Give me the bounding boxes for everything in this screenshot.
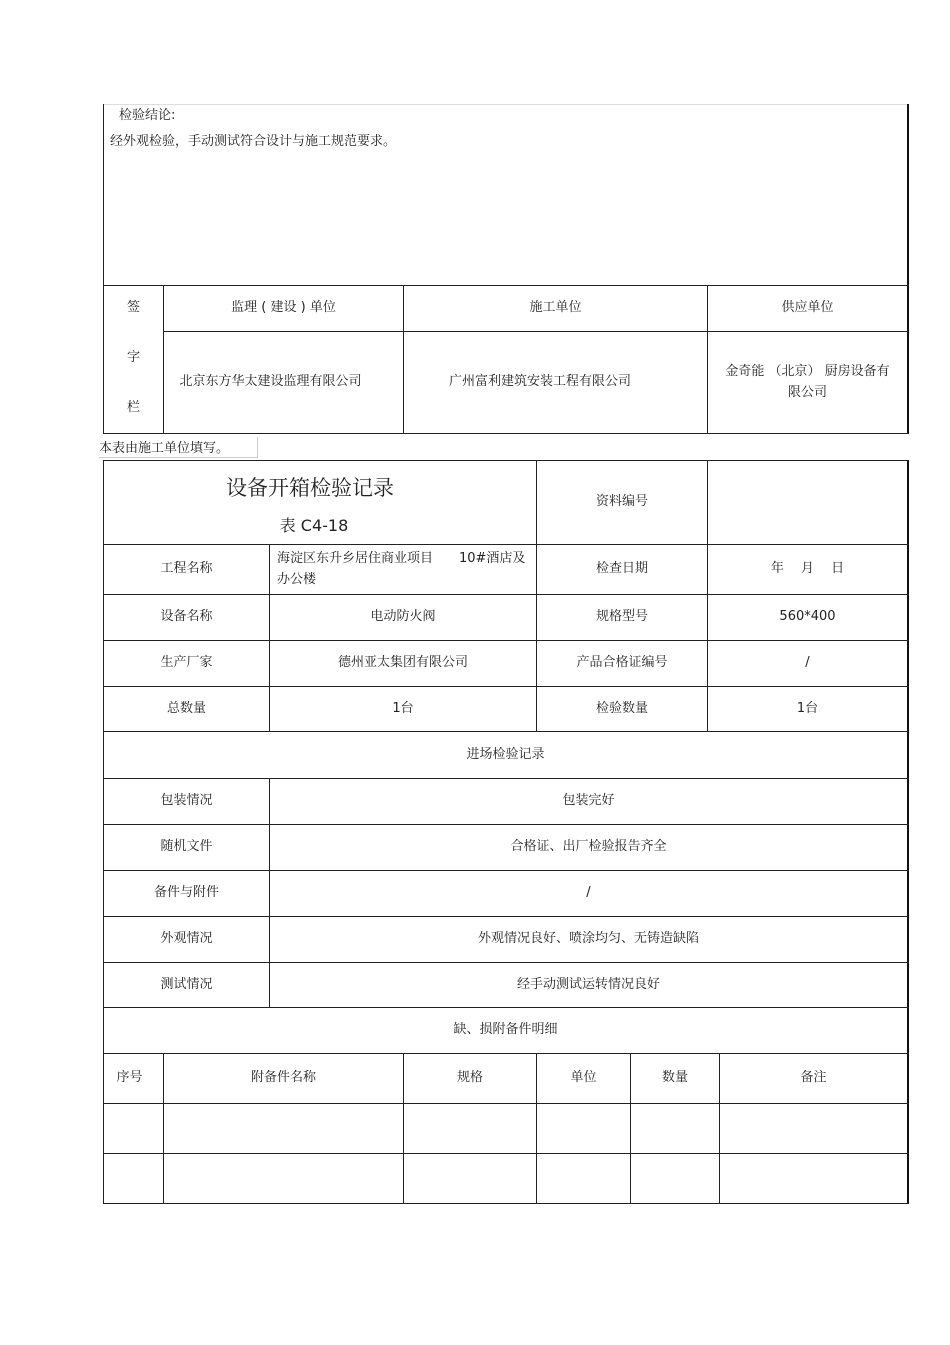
- missing-header-spec: 规格: [456, 1070, 483, 1086]
- equipment-label: 设备名称: [160, 609, 213, 625]
- contractor-unit: 广州富利建筑安装工程有限公司: [448, 374, 631, 390]
- inspection-value: /: [586, 885, 591, 901]
- missing-header-name: 附备件名称: [250, 1070, 316, 1086]
- form-title: 设备开箱检验记录: [226, 476, 394, 501]
- project-value: 海淀区东升乡居住商业项目 10#酒店及办公楼: [277, 550, 526, 587]
- supplier-unit: 金奇能 （北京） 厨房设备有限公司: [725, 363, 890, 400]
- equipment-value: 电动防火阀: [370, 609, 436, 625]
- inspection-label: 外观情况: [160, 931, 213, 947]
- supervisor-header: 监理 ( 建设 ) 单位: [231, 300, 336, 316]
- supplier-header: 供应单位: [781, 300, 834, 316]
- cert-label: 产品合格证编号: [576, 655, 668, 671]
- maker-value: 德州亚太集团有限公司: [337, 655, 468, 671]
- doc-no-field[interactable]: [708, 461, 907, 544]
- inspection-value: 外观情况良好、喷涂均匀、无铸造缺陷: [477, 931, 699, 947]
- conclusion-label: 检验结论:: [119, 108, 176, 123]
- missing-header-remark: 备注: [800, 1070, 827, 1086]
- supervisor-unit: 北京东方华太建设监理有限公司: [179, 374, 362, 390]
- inspection-label: 备件与附件: [153, 885, 219, 901]
- sign-col-char-1: 签: [126, 299, 140, 315]
- missing-header-qty: 数量: [661, 1070, 688, 1086]
- maker-label: 生产厂家: [160, 655, 213, 671]
- total-value: 1台: [392, 700, 414, 716]
- doc-no-label: 资料编号: [595, 494, 648, 510]
- fill-note: 本表由施工单位填写。: [99, 437, 258, 458]
- model-value: 560*400: [779, 609, 836, 625]
- date-value: 年 月 日: [770, 561, 845, 577]
- inspection-label: 测试情况: [160, 976, 213, 992]
- inspection-label: 包装情况: [160, 793, 213, 809]
- cert-value: /: [805, 655, 810, 671]
- contractor-header: 施工单位: [529, 300, 582, 316]
- inspection-value: 合格证、出厂检验报告齐全: [510, 839, 667, 855]
- missing-header-no: 序号: [116, 1070, 143, 1086]
- sign-col-char-3: 栏: [126, 399, 140, 415]
- model-label: 规格型号: [595, 609, 648, 625]
- conclusion-text: 经外观检验，手动测试符合设计与施工规范要求。: [110, 134, 397, 149]
- section-missing: 缺、损附备件明细: [453, 1022, 558, 1038]
- date-label: 检查日期: [595, 561, 648, 577]
- sign-col-char-2: 字: [126, 349, 140, 365]
- checked-value: 1台: [796, 700, 819, 716]
- table-number: 表 C4-18: [279, 516, 349, 536]
- inspection-value: 包装完好: [562, 793, 615, 809]
- missing-row-empty: [104, 1154, 907, 1203]
- checked-label: 检验数量: [595, 700, 648, 716]
- inspection-value: 经手动测试运转情况良好: [516, 976, 660, 992]
- missing-header-unit: 单位: [570, 1070, 597, 1086]
- total-label: 总数量: [166, 700, 206, 716]
- project-label: 工程名称: [160, 561, 213, 577]
- missing-row-empty: [104, 1104, 907, 1153]
- section-inspection: 进场检验记录: [466, 746, 545, 762]
- inspection-label: 随机文件: [160, 839, 213, 855]
